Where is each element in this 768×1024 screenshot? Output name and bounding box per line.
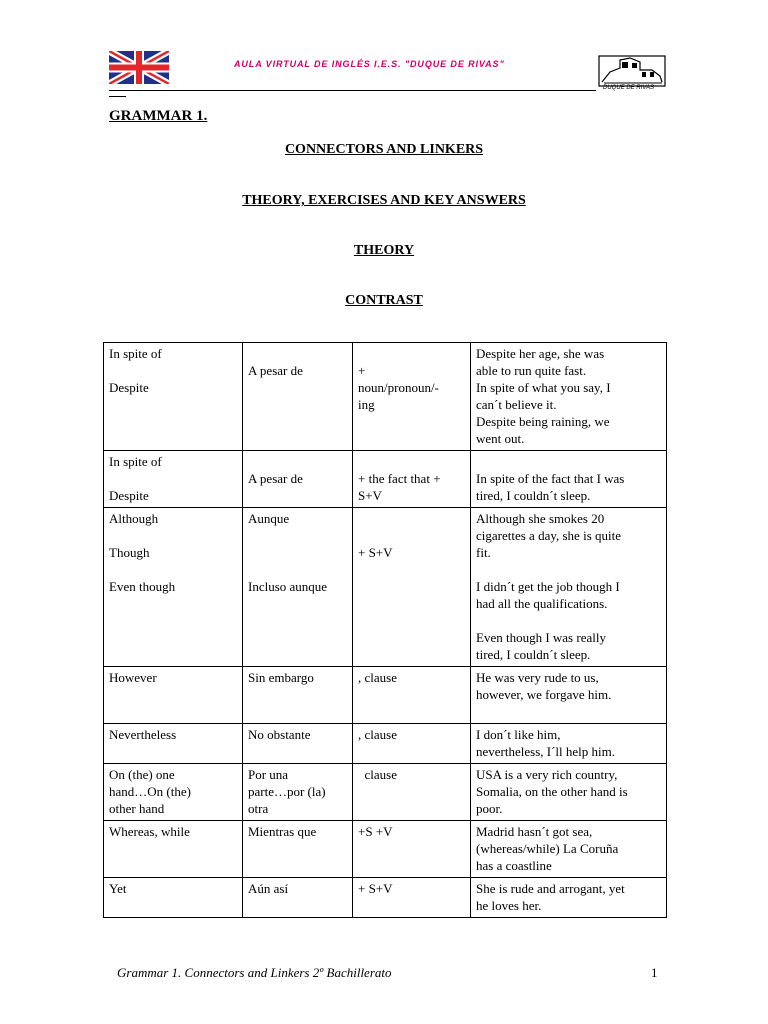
- header-title: AULA VIRTUAL DE INGLÉS I.E.S. "DUQUE DE RIVAS": [234, 59, 505, 69]
- translation-line: Aún así: [248, 881, 289, 896]
- connector-line: [109, 362, 237, 379]
- contrast-heading: CONTRAST: [345, 293, 423, 308]
- example-cell: [471, 764, 667, 821]
- connector-cell: [104, 451, 243, 508]
- table-row: [104, 821, 667, 878]
- structure-cell: [353, 821, 471, 878]
- connector-cell: [104, 508, 243, 667]
- translation-cell: [243, 508, 353, 667]
- translation-line: otra: [248, 801, 269, 816]
- example-line: nevertheless, I´ll help him.: [476, 744, 615, 759]
- example-cell: [471, 667, 667, 724]
- example-line: I didn´t get the job though I: [476, 579, 620, 594]
- example-line: had all the qualifications.: [476, 596, 608, 611]
- example-line: went out.: [476, 431, 525, 446]
- example-line: Somalia, on the other hand is: [476, 784, 628, 799]
- translation-line: No obstante: [248, 727, 311, 742]
- example-line: In spite of what you say, I: [476, 380, 611, 395]
- example-cell: [471, 451, 667, 508]
- connector-line: other hand: [109, 801, 165, 816]
- example-line: Despite being raining, we: [476, 414, 610, 429]
- connector-line: Though: [109, 545, 150, 560]
- translation-cell: [243, 667, 353, 724]
- translation-cell: [243, 451, 353, 508]
- example-line: poor.: [476, 801, 503, 816]
- structure-line: [358, 453, 465, 470]
- contrast-table: [103, 342, 667, 918]
- connector-cell: [104, 878, 243, 918]
- example-line: Despite her age, she was: [476, 346, 605, 361]
- example-line: [476, 453, 661, 470]
- translation-line: [248, 527, 347, 544]
- structure-line: [358, 510, 465, 527]
- example-cell: [471, 878, 667, 918]
- example-line: tired, I couldn´t sleep.: [476, 488, 591, 503]
- structure-cell: [353, 451, 471, 508]
- example-line: cigarettes a day, she is quite: [476, 528, 621, 543]
- example-line: (whereas/while) La Coruña: [476, 841, 619, 856]
- connector-line: Even though: [109, 579, 176, 594]
- connector-cell: [104, 667, 243, 724]
- connector-cell: [104, 821, 243, 878]
- translation-line: A pesar de: [248, 363, 303, 378]
- connectors-heading: CONNECTORS AND LINKERS: [284, 142, 484, 157]
- table-row: [104, 508, 667, 667]
- structure-line: + S+V: [358, 881, 393, 896]
- example-line: Although she smokes 20: [476, 511, 605, 526]
- translation-line: [248, 561, 347, 578]
- structure-line: noun/pronoun/-: [358, 380, 439, 395]
- translation-line: Mientras que: [248, 824, 317, 839]
- example-line: however, we forgave him.: [476, 687, 612, 702]
- union-jack-flag-icon: [109, 51, 169, 84]
- connector-line: Yet: [109, 881, 127, 896]
- translation-line: Por una: [248, 767, 289, 782]
- header-dash: [109, 96, 126, 97]
- structure-line: +S +V: [358, 824, 393, 839]
- example-line: Madrid hasn´t got sea,: [476, 824, 593, 839]
- example-cell: [471, 821, 667, 878]
- structure-line: + the fact that +: [358, 471, 441, 486]
- example-line: [476, 561, 661, 578]
- example-cell: [471, 508, 667, 667]
- translation-line: Incluso aunque: [248, 579, 328, 594]
- example-line: has a coastline: [476, 858, 552, 873]
- connector-line: Although: [109, 511, 159, 526]
- connector-line: [109, 703, 237, 720]
- structure-line: , clause: [358, 727, 397, 742]
- connector-line: [109, 686, 237, 703]
- structure-line: ing: [358, 397, 375, 412]
- translation-cell: [243, 821, 353, 878]
- structure-cell: [353, 667, 471, 724]
- table-row: [104, 667, 667, 724]
- connector-line: [109, 527, 237, 544]
- connector-line: On (the) one: [109, 767, 175, 782]
- connector-line: Despite: [109, 488, 149, 503]
- connector-line: In spite of: [109, 346, 162, 361]
- example-line: I don´t like him,: [476, 727, 561, 742]
- example-line: [476, 703, 661, 720]
- logo-text: DUQUE DE RIVAS: [603, 85, 655, 91]
- translation-line: [248, 453, 347, 470]
- connector-cell: [104, 724, 243, 764]
- structure-cell: [353, 764, 471, 821]
- table-row: [104, 451, 667, 508]
- translation-line: A pesar de: [248, 471, 303, 486]
- table-row: [104, 724, 667, 764]
- translation-cell: [243, 878, 353, 918]
- connector-line: In spite of: [109, 454, 162, 469]
- example-cell: [471, 343, 667, 451]
- example-cell: [471, 724, 667, 764]
- footer-title: Grammar 1. Connectors and Linkers 2º Bachillerato: [117, 965, 392, 980]
- connector-line: Whereas, while: [109, 824, 190, 839]
- connector-line: [109, 561, 237, 578]
- example-line: tired, I couldn´t sleep.: [476, 647, 591, 662]
- example-line: can´t believe it.: [476, 397, 557, 412]
- translation-line: parte…por (la): [248, 784, 326, 799]
- table-row: [104, 764, 667, 821]
- example-line: He was very rude to us,: [476, 670, 599, 685]
- table-row: [104, 343, 667, 451]
- connector-line: hand…On (the): [109, 784, 191, 799]
- example-line: fit.: [476, 545, 491, 560]
- structure-cell: [353, 343, 471, 451]
- example-line: She is rude and arrogant, yet: [476, 881, 625, 896]
- example-line: USA is a very rich country,: [476, 767, 618, 782]
- example-line: Even though I was really: [476, 630, 606, 645]
- example-line: he loves her.: [476, 898, 542, 913]
- connector-line: [109, 470, 237, 487]
- connector-cell: [104, 764, 243, 821]
- structure-cell: [353, 724, 471, 764]
- structure-cell: [353, 508, 471, 667]
- structure-line: +: [358, 363, 366, 378]
- contrast-table-body: [104, 343, 667, 918]
- connector-line: Nevertheless: [109, 727, 177, 742]
- translation-cell: [243, 724, 353, 764]
- theory-heading: THEORY: [353, 243, 415, 258]
- example-line: In spite of the fact that I was: [476, 471, 625, 486]
- structure-line: [358, 527, 465, 544]
- translation-line: [248, 345, 347, 362]
- structure-line: , clause: [358, 670, 397, 685]
- translation-cell: [243, 764, 353, 821]
- translation-line: Sin embargo: [248, 670, 314, 685]
- structure-line: [358, 345, 465, 362]
- example-line: able to run quite fast.: [476, 363, 587, 378]
- structure-cell: [353, 878, 471, 918]
- table-row: [104, 878, 667, 918]
- structure-line: + S+V: [358, 545, 393, 560]
- example-line: [476, 612, 661, 629]
- translation-line: [248, 544, 347, 561]
- translation-line: Aunque: [248, 511, 290, 526]
- translation-cell: [243, 343, 353, 451]
- structure-line: clause: [358, 767, 397, 782]
- connector-line: However: [109, 670, 157, 685]
- grammar-heading: GRAMMAR 1.: [109, 108, 208, 124]
- page-number: 1: [651, 965, 658, 980]
- connector-line: Despite: [109, 380, 149, 395]
- connector-cell: [104, 343, 243, 451]
- header-rule: [109, 90, 596, 91]
- structure-line: S+V: [358, 488, 382, 503]
- theory-exercises-heading: THEORY, EXERCISES AND KEY ANSWERS: [242, 193, 526, 208]
